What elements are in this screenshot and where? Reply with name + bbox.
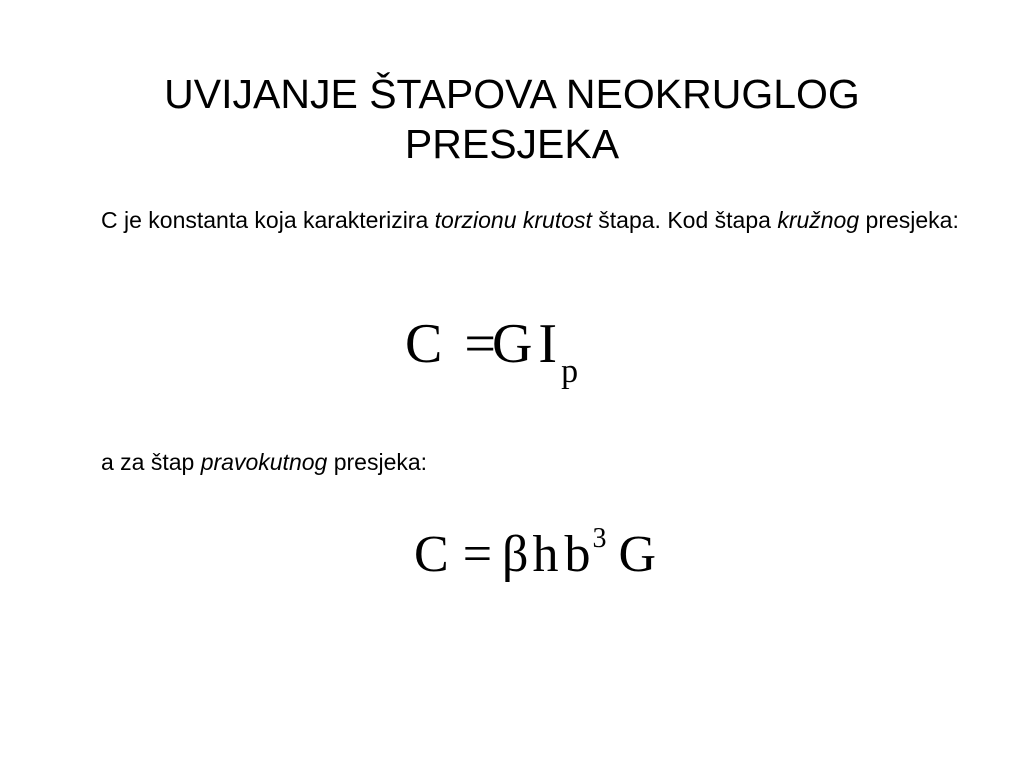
formula2-c: C (414, 526, 449, 583)
slide-title-line1: UVIJANJE ŠTAPOVA NEOKRUGLOG (164, 71, 860, 118)
formula1-i: I (538, 313, 558, 375)
formula2-h: h (532, 526, 559, 583)
formula1-g: G (491, 313, 533, 375)
paragraph2-text-1: a za štap (101, 449, 201, 475)
paragraph1-italic-torsional-stiffness: torzionu krutost (434, 207, 592, 233)
formula1-c: C (405, 313, 443, 375)
paragraph1-italic-circular: kružnog (777, 207, 860, 233)
paragraph2-text-2: presjeka: (327, 449, 428, 475)
formula2-superscript-3: 3 (592, 523, 607, 554)
paragraph1-text-1: C je konstanta koja karakterizira (101, 207, 435, 233)
paragraph1-text-2: štapa. Kod štapa (591, 207, 778, 233)
formula1-subscript-p: p (561, 353, 579, 390)
paragraph2-italic-rectangular: pravokutnog (200, 449, 328, 475)
paragraph1-text-3: presjeka: (859, 207, 959, 233)
paragraph-torsional-stiffness (101, 203, 961, 238)
formula2-g: G (618, 526, 657, 583)
formula2-b: b (564, 526, 591, 583)
formula-rectangular-section (414, 524, 656, 594)
paragraph-rectangular (101, 445, 961, 480)
slide-title (60, 69, 964, 169)
formula-circular-section (405, 312, 579, 390)
formula2-equals: = (462, 526, 493, 583)
formula2-beta: β (502, 526, 529, 583)
slide-title-line2: PRESJEKA (404, 121, 620, 168)
formula1-equals: = (464, 313, 496, 375)
